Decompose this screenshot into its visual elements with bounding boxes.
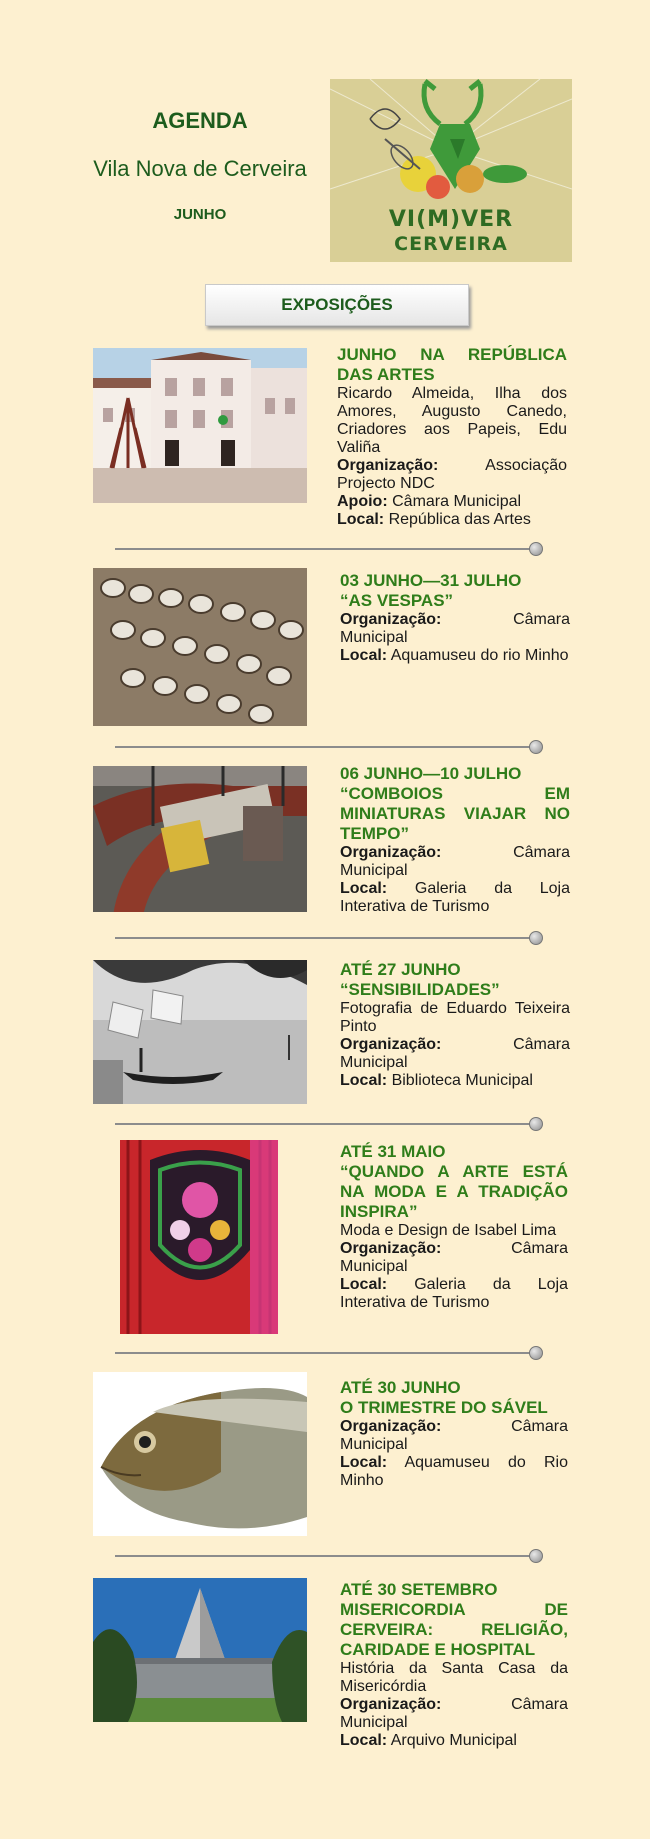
event-title: “QUANDO A ARTE ESTÁ NA MODA E A TRADIÇÃO INSPIRA” [340, 1162, 568, 1221]
republica-das-artes-photo [93, 348, 307, 503]
exposicoes-section-button[interactable]: EXPOSIÇÕES [205, 284, 469, 326]
town-name: Vila Nova de Cerveira [93, 156, 307, 181]
separator-line [115, 548, 535, 550]
event-local [340, 1454, 568, 1490]
organizacao-value: Câmara Municipal [340, 1696, 568, 1731]
event-details [340, 1142, 568, 1312]
event-local [340, 647, 570, 665]
event-title: “COMBOIOS EM MINIATURAS VIAJAR NO TEMPO” [340, 784, 570, 843]
event-description: Ricardo Almeida, Ilha dos Amores, Augusto Canedo, Criadores aos Papeis, Edu Valiña [337, 385, 567, 456]
event-title: O TRIMESTRE DO SÁVEL [340, 1398, 548, 1417]
event-organizacao [337, 457, 567, 493]
separator-line [115, 1555, 535, 1557]
event-date: 06 JUNHO—10 JULHO [340, 764, 522, 783]
separator-line [115, 1352, 535, 1354]
event-organizacao [340, 611, 570, 647]
event-local [340, 1732, 568, 1750]
shad-fish-photo [93, 1372, 307, 1536]
event-apoio [337, 493, 567, 511]
event-local [340, 1072, 570, 1090]
organizacao-label: Organização: [340, 1696, 442, 1713]
event-description: Moda e Design de Isabel Lima [340, 1222, 557, 1239]
event-details [340, 1580, 568, 1750]
event-title: MISERICORDIA DE CERVEIRA: RELIGIÃO, CARIDADE E HOSPITAL [340, 1600, 568, 1659]
logo-line2: CERVEIRA [394, 233, 508, 255]
organizacao-value: Associação Projecto NDC [337, 457, 567, 492]
event-organizacao [340, 1696, 568, 1732]
organizacao-label: Organização: [337, 457, 439, 474]
local-label: Local: [340, 1732, 388, 1749]
local-label: Local: [340, 1276, 388, 1293]
local-label: Local: [337, 511, 385, 528]
event-details [340, 571, 570, 665]
local-value: Galeria da Loja Interativa de Turismo [340, 880, 570, 915]
event-local [337, 511, 567, 529]
local-label: Local: [340, 880, 388, 897]
organizacao-label: Organização: [340, 844, 442, 861]
logo-line1: VI(M)VER [388, 207, 514, 232]
event-organizacao [340, 1418, 568, 1454]
organizacao-value: Câmara Municipal [340, 1418, 568, 1453]
organizacao-label: Organização: [340, 611, 442, 628]
local-value: Arquivo Municipal [390, 1732, 517, 1749]
agenda-header [60, 108, 340, 223]
local-value: Galeria da Loja Interativa de Turismo [340, 1276, 569, 1311]
black-white-boat-photo [93, 960, 307, 1104]
traditional-costume-photo [120, 1140, 278, 1334]
event-organizacao [340, 1240, 568, 1276]
event-description: História da Santa Casa da Misericórdia [340, 1660, 568, 1695]
event-local [340, 1276, 568, 1312]
event-date: 03 JUNHO—31 JULHO [340, 571, 522, 590]
organizacao-label: Organização: [340, 1240, 442, 1257]
separator-line [115, 1123, 535, 1125]
wasp-nest-photo [93, 568, 307, 726]
event-title: “AS VESPAS” [340, 591, 454, 610]
organizacao-label: Organização: [340, 1418, 442, 1435]
local-label: Local: [340, 1072, 388, 1089]
event-description: Fotografia de Eduardo Teixeira Pinto [340, 1000, 570, 1035]
local-value: Aquamuseu do Rio Minho [340, 1454, 569, 1489]
agenda-title: AGENDA [152, 108, 248, 133]
event-details [337, 345, 567, 529]
local-label: Local: [340, 647, 388, 664]
event-title: “SENSIBILIDADES” [340, 980, 500, 999]
local-value: República das Artes [388, 511, 531, 528]
organizacao-value: Câmara Municipal [340, 844, 570, 879]
event-details [340, 764, 570, 916]
local-value: Biblioteca Municipal [391, 1072, 533, 1089]
apoio-value: Câmara Municipal [392, 493, 522, 510]
vimver-cerveira-logo [330, 79, 572, 262]
event-date: ATÉ 31 MAIO [340, 1142, 446, 1161]
month-label: JUNHO [173, 206, 227, 223]
organizacao-label: Organização: [340, 1036, 442, 1053]
event-organizacao [340, 1036, 570, 1072]
event-details [340, 960, 570, 1090]
model-train-photo [93, 766, 307, 912]
event-organizacao [340, 844, 570, 880]
separator-line [115, 746, 535, 748]
event-date: ATÉ 30 SETEMBRO [340, 1580, 498, 1599]
event-title: JUNHO NA REPÚBLICA DAS ARTES [337, 345, 567, 384]
local-value: Aquamuseu do rio Minho [390, 647, 569, 664]
event-local [340, 880, 570, 916]
event-details [340, 1378, 568, 1490]
event-date: ATÉ 30 JUNHO [340, 1378, 461, 1397]
apoio-label: Apoio: [337, 493, 388, 510]
separator-line [115, 937, 535, 939]
organizacao-value: Câmara Municipal [340, 1240, 568, 1275]
pyramid-building-photo [93, 1578, 307, 1722]
local-label: Local: [340, 1454, 388, 1471]
organizacao-value: Câmara Municipal [340, 611, 570, 646]
event-date: ATÉ 27 JUNHO [340, 960, 461, 979]
organizacao-value: Câmara Municipal [340, 1036, 570, 1071]
